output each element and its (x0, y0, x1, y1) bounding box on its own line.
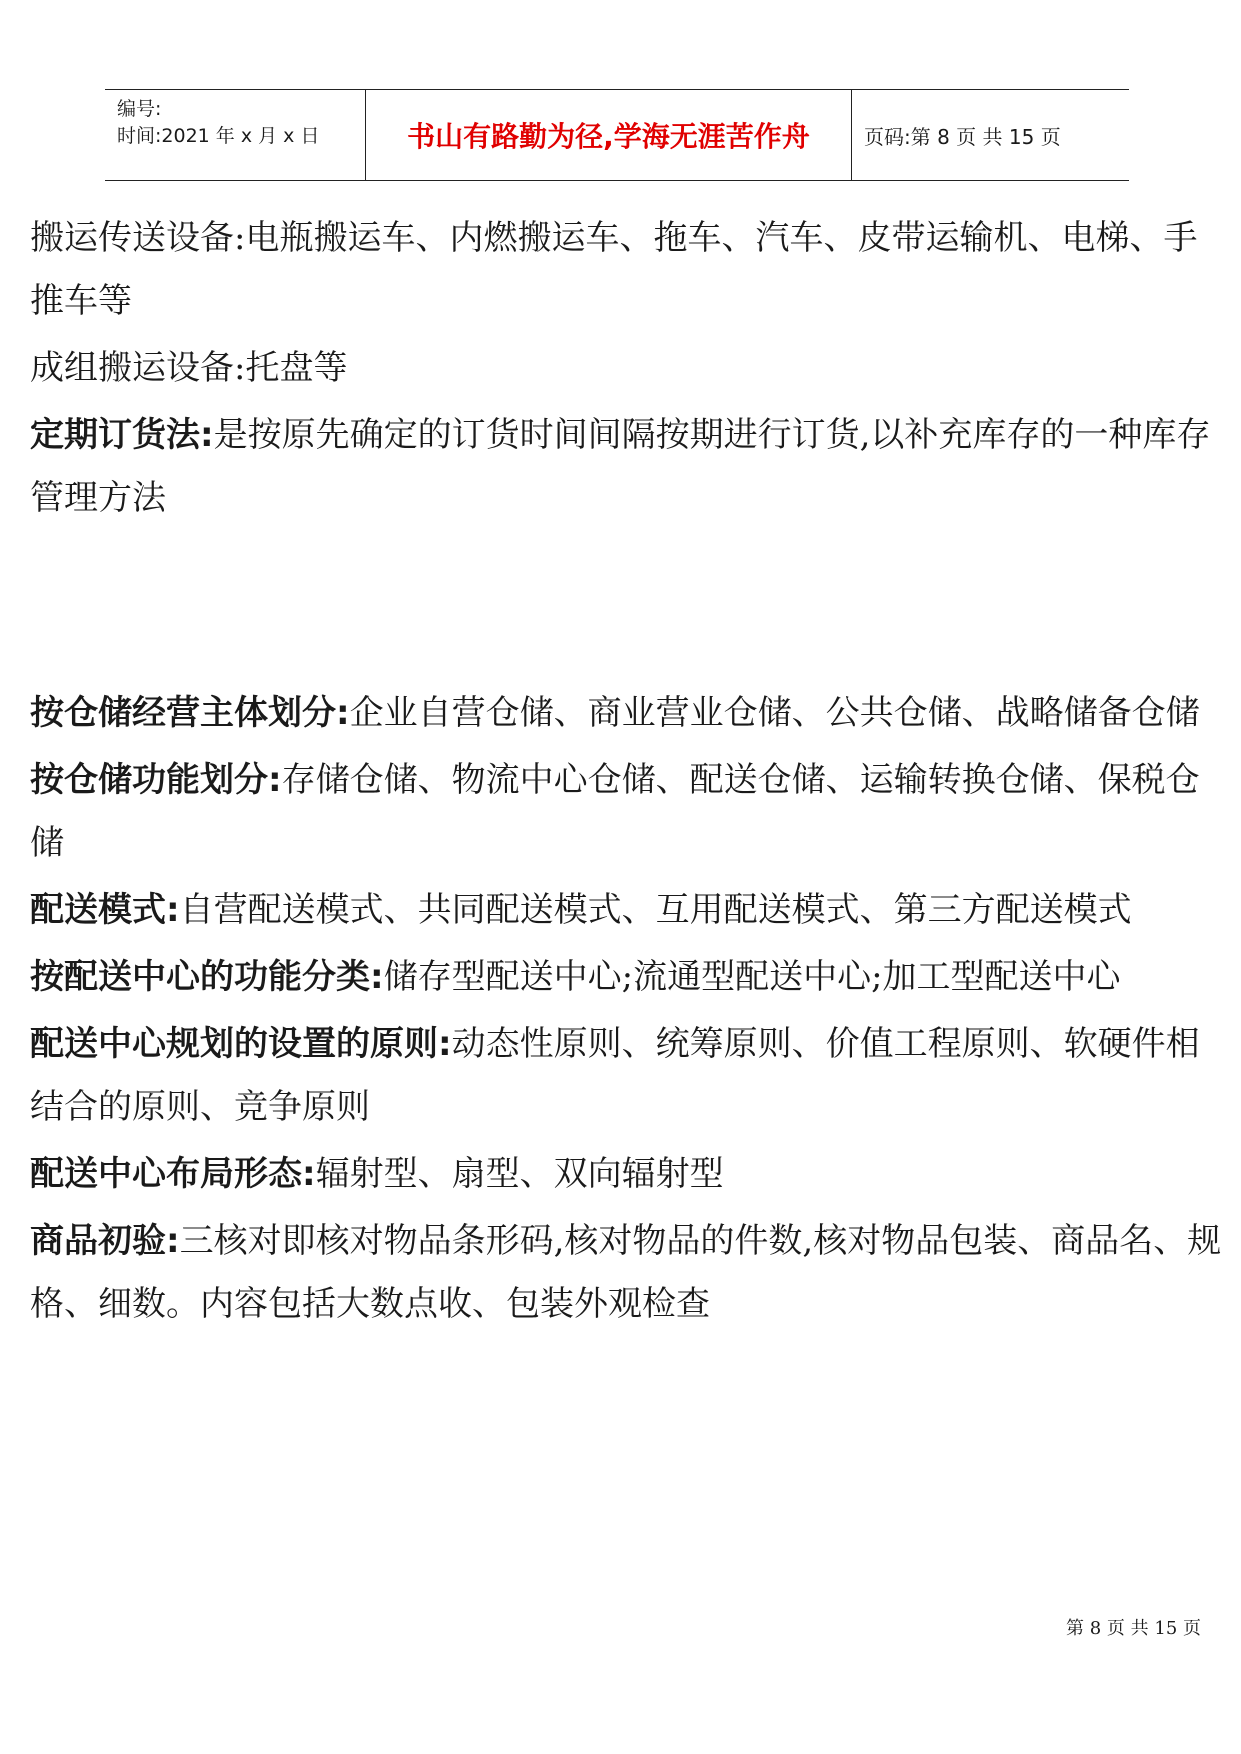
paragraph-text: 动态性原则、统筹原则、价值工程原则、软硬件相结合的原则、竞争原则 (30, 1024, 1200, 1127)
time-label: 时间:2021 年 x 月 x 日 (117, 125, 320, 147)
paragraph-term: 配送中心布局形态: (30, 1154, 316, 1194)
paragraph-term: 按仓储经营主体划分: (30, 693, 350, 733)
paragraph-term: 商品初验: (30, 1221, 180, 1261)
paragraph-term: 定期订货法: (30, 415, 214, 455)
paragraph-text: 存储仓储、物流中心仓储、配送仓储、运输转换仓储、保税仓储 (30, 760, 1200, 863)
paragraph (30, 1013, 1230, 1139)
paragraph (30, 749, 1230, 875)
paragraph-term: 按仓储功能划分: (30, 760, 282, 800)
paragraph (30, 404, 1230, 530)
page-footer: 第 8 页 共 15 页 (1066, 1618, 1201, 1639)
header-page-info: 页码:第 8 页 共 15 页 (864, 124, 1061, 149)
paragraph (30, 337, 1230, 400)
paragraph-text: 三核对即核对物品条形码,核对物品的件数,核对物品包装、商品名、规格、细数。内容包括大数点收、包装外观检查 (30, 1221, 1222, 1324)
paragraph-text: 企业自营仓储、商业营业仓储、公共仓储、战略储备仓储 (349, 693, 1200, 733)
paragraph-text: 储存型配送中心;流通型配送中心;加工型配送中心 (383, 957, 1121, 997)
header-motto: 书山有路勤为径,学海无涯苦作舟 (366, 90, 852, 180)
paragraph-term: 按配送中心的功能分类: (30, 957, 384, 997)
paragraph-text: 是按原先确定的订货时间间隔按期进行订货,以补充库存的一种库存管理方法 (30, 415, 1211, 518)
paragraph (30, 879, 1230, 942)
paragraph (30, 1210, 1230, 1336)
paragraph (30, 207, 1230, 333)
document-header (105, 89, 1129, 181)
number-label: 编号: (117, 98, 162, 120)
header-meta (105, 90, 366, 180)
paragraph-text: 成组搬运设备:托盘等 (30, 348, 348, 388)
paragraph-text: 自营配送模式、共同配送模式、互用配送模式、第三方配送模式 (179, 890, 1132, 930)
paragraph (30, 1143, 1230, 1206)
blank-space (30, 534, 1230, 682)
paragraph-text: 辐射型、扇型、双向辐射型 (315, 1154, 724, 1194)
paragraph (30, 946, 1230, 1009)
paragraph-text: 搬运传送设备:电瓶搬运车、内燃搬运车、拖车、汽车、皮带运输机、电梯、手推车等 (30, 218, 1198, 321)
paragraph-term: 配送模式: (30, 890, 180, 930)
paragraph (30, 682, 1230, 745)
document-body (30, 207, 1230, 1340)
paragraph-term: 配送中心规划的设置的原则: (30, 1024, 452, 1064)
